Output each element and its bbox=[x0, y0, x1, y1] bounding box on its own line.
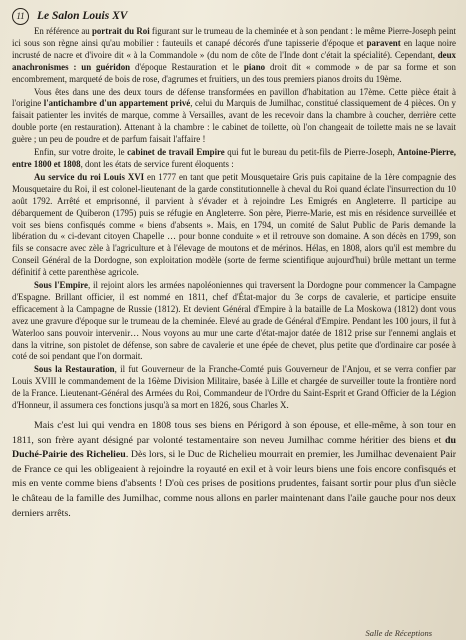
paragraph-restauration bbox=[12, 364, 456, 412]
bold-text-run: l'antichambre d'un appartement privé bbox=[43, 98, 191, 109]
bold-text-run: paravent bbox=[366, 37, 401, 48]
bold-text-run: Antoine-Pierre, entre 1800 et 1808 bbox=[12, 147, 456, 169]
bold-text-run: Sous l'Empire bbox=[34, 280, 88, 291]
bold-text-run: Au service du roi Louis XVI bbox=[34, 171, 145, 182]
text-run: en laque noire incrusté de nacre et d'ivoire dit « à la Commandole » (du nom de côte de l'Inde dont c'était la spécialité). Cependant, bbox=[12, 37, 456, 60]
page-header bbox=[12, 6, 456, 26]
bold-text-run: deux anachronismes : un guéridon bbox=[12, 49, 456, 72]
bold-text-run: Sous la Restauration bbox=[34, 364, 115, 375]
text-run: figurant sur le trumeau de la cheminée et à son pendant : le même Pierre-Joseph peint ici sous son règne ainsi qu'au mobilier : fauteuils et canapé décorés d'une tapisserie d'époque et bbox=[12, 26, 456, 48]
paragraph-louis-xvi bbox=[12, 172, 456, 279]
text-run: d'époque Restauration et le bbox=[130, 61, 244, 72]
paragraph-empire bbox=[12, 280, 456, 363]
footer-caption: Salle de Réceptions bbox=[365, 628, 432, 638]
bold-text-run: cabinet de travail Empire bbox=[127, 147, 225, 158]
text-run: Vous êtes dans une des deux tours de défense transformées en pavillon d'habitation au 17ème. Cette pièce était à l'origine bbox=[12, 86, 456, 109]
text-run: , il rejoint alors les armées napoléoniennes qui traversent la Dordogne pour commencer la Campagne d'Espagne. Brillant officier, il est nommé en 1811, chef d'État-major du 3e corps de cavalerie, et participe ensuite efficacement à la Campagne de Russie (1812). Et devient Général d'Empire à la bataille de La Moskowa (1812) dont vous avez une gravure d'époque sur le trumeau de la cheminée. Elevé au grade de Général d'Empire. Pendant les 100 jours, il fut à Waterloo sans pouvoir intervenir… Nous voyons au mur une carte d'état-major datée de 1812 prise sur l'ennemi anglais et dans la vitrine, son pistolet de défense, son sabre de cavalerie et une épée de chevet, plus petite que d'ordinaire car posée à coté de soi pendant que l'on dormait. bbox=[12, 280, 456, 362]
text-run: droit dit « commode » de par sa forme et son encombrement, marqueté de bois de rose, d'agrumes et fruitiers, un des tous premiers pianos droits du 19ème. bbox=[12, 61, 456, 84]
text-run: Mais c'est lui qui vendra en 1808 tous ses biens en Périgord à son épouse, et elle-même, à son tour en 1811, son frère ayant désigné par volonté testamentaire son neveu Jumilhac comme héritier des biens et bbox=[12, 420, 456, 446]
text-run: Enfin, sur votre droite, le bbox=[34, 147, 128, 158]
page-number-badge: 11 bbox=[12, 8, 29, 25]
text-run: En référence au bbox=[34, 26, 92, 36]
text-run: qui fut le bureau du petit-fils de Pierre-Joseph, bbox=[224, 147, 398, 158]
bold-text-run: portrait du Roi bbox=[91, 26, 150, 36]
paragraph-vente bbox=[12, 419, 456, 521]
paragraph-antichambre bbox=[12, 87, 456, 147]
page-title: Le Salon Louis XV bbox=[37, 10, 128, 22]
text-run: , celui du Marquis de Jumilhac, constitué classiquement de 4 pièces. On y faisait patienter les invités de marque, comme à Versailles, avant de les recevoir dans la chambre à coucher, derrière cette double porte (en restauration). Attenant à la chambre : le cabinet de toilette, où l'on changeait de toilette mais ne se lavait guère ; un peu de poudre et de parfum faisait l'affaire ! bbox=[12, 98, 456, 145]
text-run: en 1777 en tant que petit Mousquetaire Gris puis capitaine de la 1ère compagnie des Mousquetaire du Roi, il est colonel-lieutenant de la garde constitutionnelle à cheval du Roi quand éclate l'insurrection du 10 août 1792. Arrêté et emprisonné, il parvient à s'évader et à rejoindre Les Emigrés en Angleterre. Il participe au débarquement de Quiberon (1795) puis se réfugie en Angleterre. Son père, Pierre-Marie, est mis en résidence surveillée et voit ses biens confisqués comme « biens d'absents ». Mais, en 1794, un comité de Salut Public de Paris demande la libération du « ci-devant citoyen Chapelle … pour bonne conduite » et il retrouve son domaine. A son décès en 1799, son fils se consacre avec zèle à l'agriculture et à l'élevage de moutons et de mérinos. Hélas, en 1808, alors qu'il est membre du Conseil Général de la Dordogne, son exploitation modèle (sorte de ferme scientifique aujourd'hui) brûle mettant un terme définitif à cette parenthèse agricole. bbox=[12, 171, 456, 278]
paragraph-portrait bbox=[12, 26, 456, 86]
text-run: , dont les états de service furent éloquents : bbox=[80, 158, 234, 169]
text-run: , il fut Gouverneur de la Franche-Comté puis Gouverneur de l'Anjou, et se verra confier par Louis XVIII le commandement de la 16ème Division Militaire, basée à Lille et chargée de surveiller toute la frontière nord de la France. Lieutenant-Général des Armées du Roi, Commandeur de l'Ordre du Saint-Esprit et Grand Officier de la Légion d'Honneur, il assumera ces fonctions jusqu'à sa mort en 1826, sous Charles X. bbox=[12, 364, 456, 411]
paragraph-cabinet bbox=[12, 147, 456, 171]
bold-text-run: du Duché-Pairie des Richelieu bbox=[12, 434, 456, 461]
bold-text-run: piano bbox=[243, 61, 266, 72]
text-run: . Dès lors, si le Duc de Richelieu mourrait en premier, les Jumilhac devenaient Pair de France ce qui les obligeaient à rejoindre la royauté en exil et à voir leurs biens une fois encore confisqués et mis en vente comme biens d'absents ! D'où ces prises de positions prudentes, faisant sortir pour plus d'un siècle le château de la famille des Jumilhac, comme nous allons en parler maintenant dans l'aile gauche pour nos deux derniers arrêts. bbox=[12, 449, 456, 519]
